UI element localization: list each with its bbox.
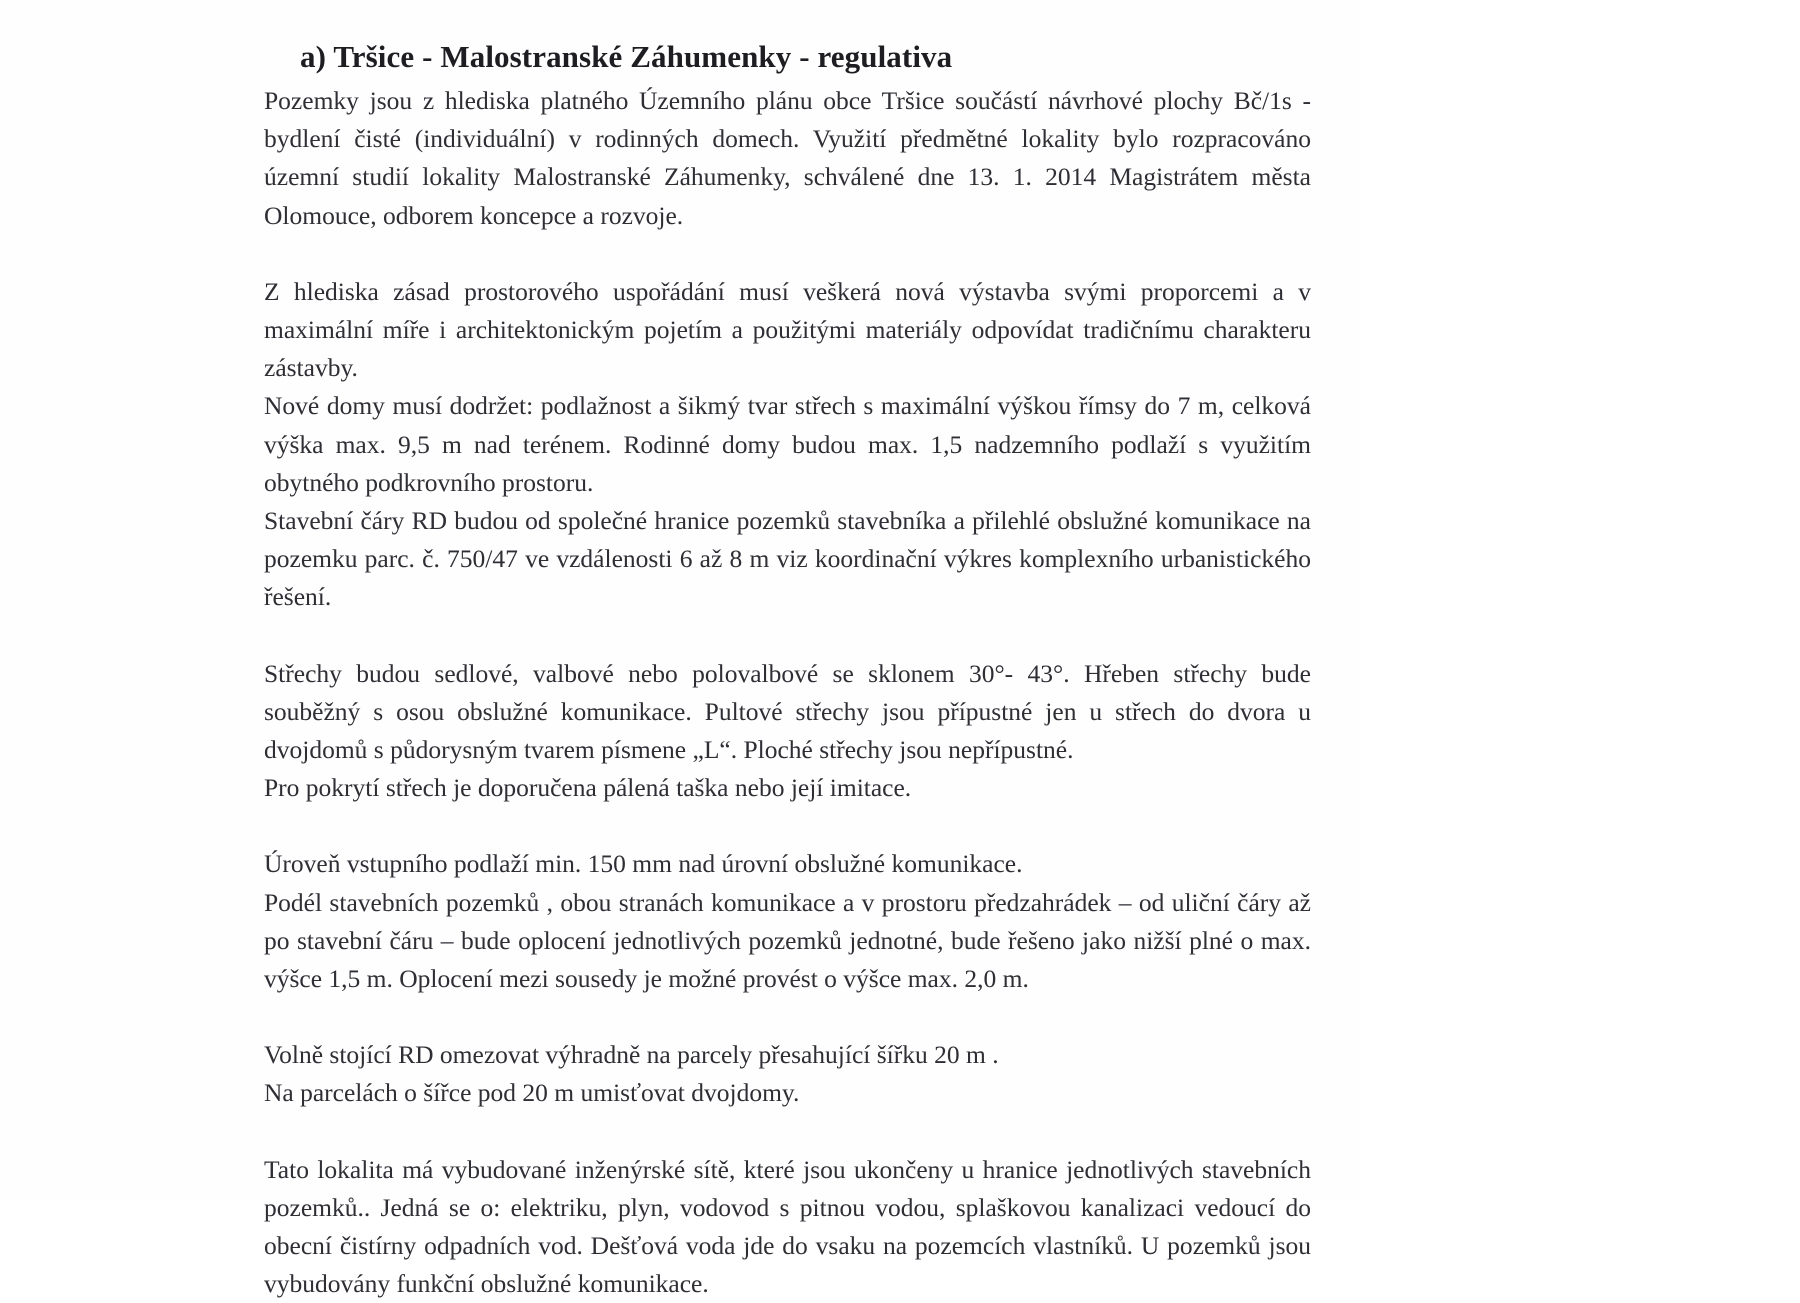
paragraph-p1: Pozemky jsou z hlediska platného Územního plánu obce Tršice součástí návrhové plochy Bč/1s - bydlení čisté (individuální) v rodinných domech. Využití předmětné lokality bylo rozpracováno územní studií lokality Malostranské Záhumenky, schválené dne 13. 1. 2014 Magistrátem města Olomouce, odborem koncepce a rozvoje. bbox=[264, 86, 1311, 230]
paragraph-p3: Nové domy musí dodržet: podlažnost a šikmý tvar střech s maximální výškou římsy do 7 m, celková výška max. 9,5 m nad terénem. Rodinné domy budou max. 1,5 nadzemního podlaží s využitím obytného podkrovního prostoru. bbox=[264, 391, 1311, 497]
paragraph-spacer bbox=[264, 807, 1311, 845]
paragraph-p5: Střechy budou sedlové, valbové nebo polovalbové se sklonem 30°- 43°. Hřeben střechy bude souběžný s osou obslužné komunikace. Pultové střechy jsou přípustné jen u střech do dvora u dvojdomů s půdorysným tvarem písmene „L“. Ploché střechy jsou nepřípustné. bbox=[264, 658, 1311, 765]
paragraph-p4: Stavební čáry RD budou od společné hranice pozemků stavebníka a přilehlé obslužné komunikace na pozemku parc. č. 750/47 ve vzdálenosti 6 až 8 m viz koordinační výkres komplexního urbanistického řešení. bbox=[264, 506, 1311, 612]
page-title: a) Tršice - Malostranské Záhumenky - regulativa bbox=[300, 38, 953, 74]
paragraph-p11: Tato lokalita má vybudované inženýrské sítě, které jsou ukončeny u hranice jednotlivých stavebních pozemků.. Jedná se o: elektriku, plyn, vodovod s pitnou vodou, splaškovou kanalizaci vedoucí do obecní čistírny odpadních vod. Dešťová voda jde do vsaku na pozemcích vlastníků. U pozemků jsou vybudovány funkční obslužné komunikace. bbox=[264, 1154, 1311, 1299]
paragraph-spacer bbox=[264, 235, 1311, 273]
document-body bbox=[264, 82, 1311, 1303]
paragraph-p2: Z hlediska zásad prostorového uspořádání musí veškerá nová výstavba svými proporcemi a v maximální míře i architektonickým pojetím a použitými materiály odpovídat tradičnímu charakteru zástavby. bbox=[264, 276, 1311, 383]
paragraph-p10: Na parcelách o šířce pod 20 m umisťovat dvojdomy. bbox=[264, 1078, 800, 1108]
paragraph-p8: Podél stavebních pozemků , obou stranách komunikace a v prostoru předzahrádek – od uliční čáry až po stavební čáru – bude oplocení jednotlivých pozemků jednotné, bude řešeno jako nižší plné o max. výšce 1,5 m. Oplocení mezi sousedy je možné provést o výšce max. 2,0 m. bbox=[264, 887, 1311, 994]
paragraph-p7: Úroveň vstupního podlaží min. 150 mm nad úrovní obslužné komunikace. bbox=[264, 849, 1023, 879]
paragraph-p6: Pro pokrytí střech je doporučena pálená taška nebo její imitace. bbox=[264, 773, 912, 803]
paragraph-spacer bbox=[264, 617, 1311, 655]
paragraph-spacer bbox=[264, 1113, 1311, 1151]
paragraph-spacer bbox=[264, 998, 1311, 1036]
paragraph-p9: Volně stojící RD omezovat výhradně na parcely přesahující šířku 20 m . bbox=[264, 1040, 999, 1070]
